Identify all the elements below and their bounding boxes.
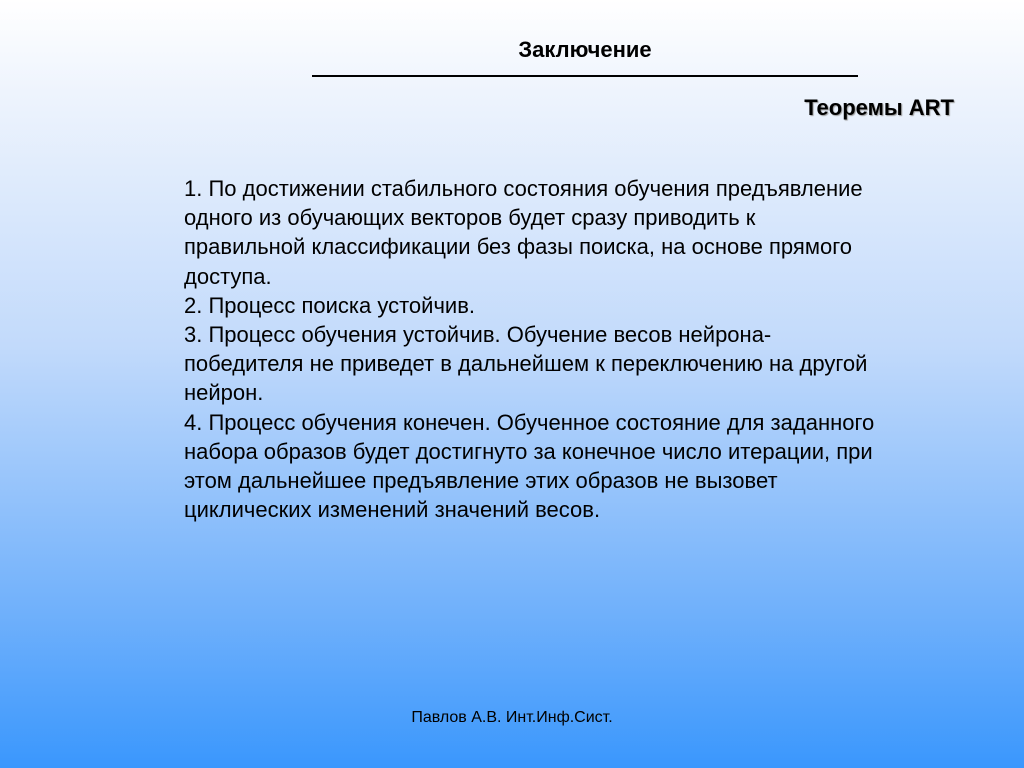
body-line: 4. Процесс обучения конечен. Обученное состояние для заданного bbox=[184, 409, 875, 435]
slide-body bbox=[184, 174, 994, 524]
body-line: этом дальнейшее предъявление этих образов не вызовет bbox=[184, 468, 778, 494]
body-line: правильной классификации без фазы поиска, на основе прямого bbox=[184, 234, 852, 260]
body-line: одного из обучающих векторов будет сразу приводить к bbox=[184, 205, 756, 231]
body-line: победителя не приведет в дальнейшем к переключению на другой bbox=[184, 351, 868, 377]
body-line: 1. По достижении стабильного состояния обучения предъявление bbox=[184, 176, 863, 201]
slide-title: Заключение bbox=[518, 37, 652, 62]
body-line: циклических изменений значений весов. bbox=[184, 497, 601, 523]
slide-subtitle: Теоремы ART bbox=[804, 95, 954, 120]
body-line: набора образов будет достигнуто за конечное число итерации, при bbox=[184, 438, 873, 464]
body-line: 3. Процесс обучения устойчив. Обучение весов нейрона- bbox=[184, 322, 772, 348]
body-line: 2. Процесс поиска устойчив. bbox=[184, 292, 475, 318]
body-line: доступа. bbox=[184, 263, 272, 289]
title-underline bbox=[312, 75, 858, 77]
slide-footer: Павлов А.В. Инт.Инф.Сист. bbox=[411, 709, 613, 726]
body-line: нейрон. bbox=[184, 380, 264, 406]
